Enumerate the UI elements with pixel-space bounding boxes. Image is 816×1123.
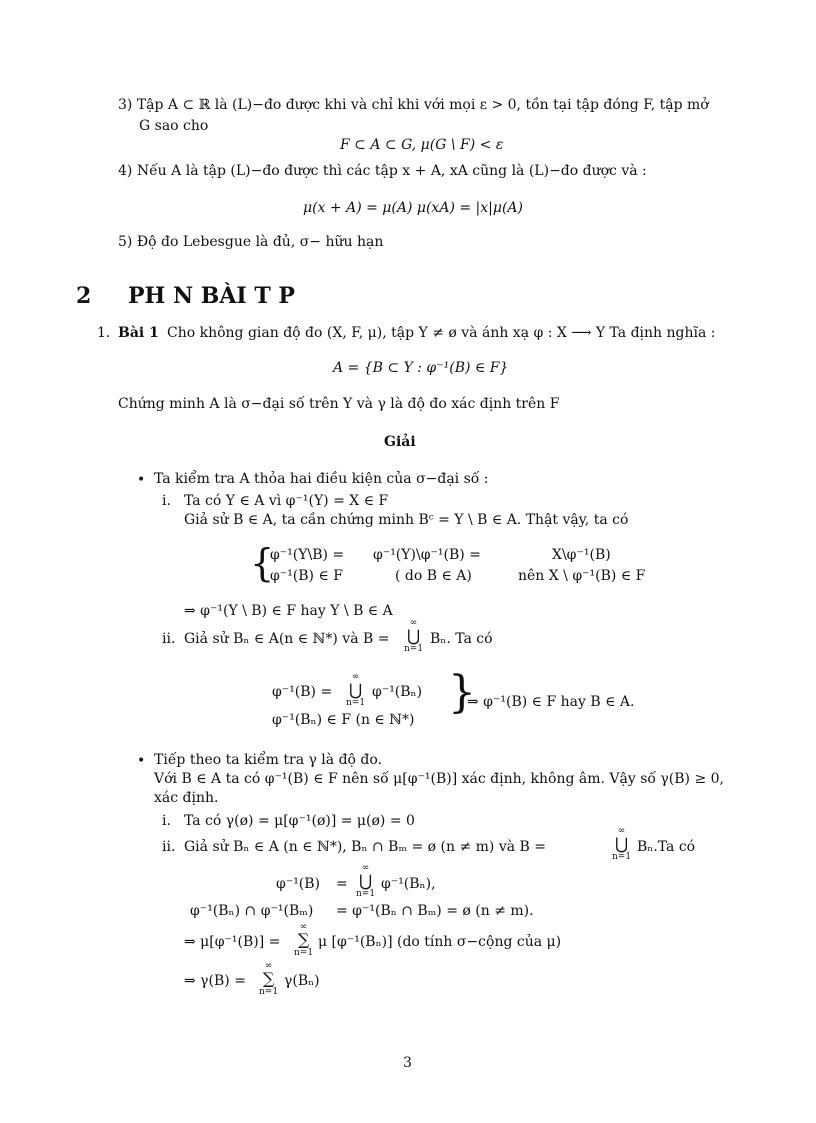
eq4-sum-icon: ∑ xyxy=(262,969,275,988)
b2-ii-union xyxy=(612,826,631,862)
union-top: ∞ xyxy=(409,618,418,628)
item-4-formula: μ(x + A) = μ(A) μ(xA) = |x|μ(A) xyxy=(303,200,523,216)
bullet-2-icon: • xyxy=(137,753,146,769)
item-3-line-1: 3) Tập A ⊂ ℝ là (L)−đo được khi và chỉ khi với mọi ε > 0, tồn tại tập đóng F, tập mở xyxy=(118,97,709,113)
section-title: PH N BÀI T P xyxy=(128,283,295,309)
sys2-r2: φ⁻¹(Bₙ) ∈ F (n ∈ ℕ*) xyxy=(272,712,415,728)
exercise-definition: A = {B ⊂ Y : φ⁻¹(B) ∈ F} xyxy=(333,360,509,376)
sys1-r2-b: ( do B ∈ A) xyxy=(395,568,472,584)
exercise-name: Bài 1 xyxy=(118,325,159,341)
eq3-sum-icon: ∑ xyxy=(297,930,310,949)
eq1-union xyxy=(356,863,375,899)
eq4-sum-top: ∞ xyxy=(264,961,273,971)
sys2-r1-a: φ⁻¹(B) = xyxy=(272,684,333,700)
page-number: 3 xyxy=(403,1055,412,1071)
b2-union-top: ∞ xyxy=(617,826,626,836)
b1-ii-label: ii. xyxy=(162,631,176,647)
b2-union-icon: ⋃ xyxy=(614,834,629,853)
b2-i-label: i. xyxy=(162,813,171,829)
section-number: 2 xyxy=(76,283,92,309)
b2-i-line: Ta có γ(ø) = μ[φ⁻¹(ø)] = μ(ø) = 0 xyxy=(184,813,415,829)
eq1-rhs: φ⁻¹(Bₙ), xyxy=(381,876,436,892)
eq1-union-bottom: n=1 xyxy=(356,889,376,899)
eq2-rhs: = φ⁻¹(Bₙ ∩ Bₘ) = ø (n ≠ m). xyxy=(336,903,534,919)
b1-ii-line-1b: Bₙ. Ta có xyxy=(430,631,493,647)
sys2-conclusion: ⇒ φ⁻¹(B) ∈ F hay B ∈ A. xyxy=(467,694,635,710)
sys2-union-top: ∞ xyxy=(351,672,360,682)
eq3-sum xyxy=(294,922,313,958)
b1-ii-line-1a: Giả sử Bₙ ∈ A(n ∈ ℕ*) và B = xyxy=(184,631,390,647)
sys2-union-bottom: n=1 xyxy=(346,698,366,708)
sys2-union-icon: ⋃ xyxy=(348,680,363,699)
eq3-a: ⇒ μ[φ⁻¹(B)] = xyxy=(184,934,281,950)
system-2-brace: } xyxy=(448,667,476,718)
b2-ii-line-b: Bₙ.Ta có xyxy=(637,839,696,855)
eq1-eq: = xyxy=(336,876,348,892)
exercise-statement: Cho không gian độ đo (X, F, μ), tập Y ≠ ø và ánh xạ φ : X ⟶ Y Ta định nghĩa : xyxy=(167,325,716,341)
item-3-line-2: G sao cho xyxy=(139,118,209,134)
sys2-r1-b: φ⁻¹(Bₙ) xyxy=(372,684,423,700)
solution-heading: Giải xyxy=(384,434,416,450)
sys1-r1-c: X\φ⁻¹(B) xyxy=(552,547,611,563)
eq1-union-icon: ⋃ xyxy=(358,871,373,890)
b2-ii-line-a: Giả sử Bₙ ∈ A (n ∈ ℕ*), Bₙ ∩ Bₘ = ø (n ≠ m) và B = xyxy=(184,839,547,855)
sys1-r1-a: φ⁻¹(Y\B) = xyxy=(270,547,345,563)
sys2-union xyxy=(346,672,365,708)
b1-ii-union xyxy=(404,618,423,654)
union-bottom: n=1 xyxy=(404,644,424,654)
sys1-r2-a: φ⁻¹(B) ∈ F xyxy=(270,568,343,584)
eq3-sum-bottom: n=1 xyxy=(294,948,314,958)
bullet-2-line-1: Tiếp theo ta kiểm tra γ là độ đo. xyxy=(154,752,383,768)
b1-i-conclusion: ⇒ φ⁻¹(Y \ B) ∈ F hay Y \ B ∈ A xyxy=(184,603,393,619)
eq2-lhs: φ⁻¹(Bₙ) ∩ φ⁻¹(Bₘ) xyxy=(190,903,314,919)
eq3-b: μ [φ⁻¹(Bₙ)] (do tính σ−cộng của μ) xyxy=(318,934,562,950)
exercise-label: 1. xyxy=(97,325,111,341)
bullet-1-icon: • xyxy=(137,472,146,488)
eq3-sum-top: ∞ xyxy=(299,922,308,932)
bullet-1-text: Ta kiểm tra A thỏa hai điều kiện của σ−đại số : xyxy=(154,471,489,487)
eq4-sum xyxy=(259,961,278,997)
bullet-2-line-2: Với B ∈ A ta có φ⁻¹(B) ∈ F nên số μ[φ⁻¹(B)] xác định, không âm. Vậy số γ(B) ≥ 0, xyxy=(154,771,724,787)
union-icon: ⋃ xyxy=(406,626,421,645)
sys1-r2-c: nên X \ φ⁻¹(B) ∈ F xyxy=(518,568,646,584)
item-5-line: 5) Độ đo Lebesgue là đủ, σ− hữu hạn xyxy=(118,234,384,250)
b2-ii-label: ii. xyxy=(162,839,176,855)
bullet-2-line-3: xác định. xyxy=(154,790,219,806)
eq4-sum-bottom: n=1 xyxy=(259,987,279,997)
b1-i-line-2: Giả sử B ∈ A, ta cần chứng minh Bᶜ = Y \ B ∈ A. Thật vậy, ta có xyxy=(184,512,629,528)
eq1-lhs: φ⁻¹(B) xyxy=(276,876,321,892)
exercise-claim: Chứng minh A là σ−đại số trên Y và γ là độ đo xác định trên F xyxy=(118,396,560,412)
system-1-brace: { xyxy=(250,541,275,585)
sys1-r1-b: φ⁻¹(Y)\φ⁻¹(B) = xyxy=(373,547,481,563)
eq4-b: γ(Bₙ) xyxy=(284,973,320,989)
item-4-line: 4) Nếu A là tập (L)−đo được thì các tập x + A, xA cũng là (L)−đo được và : xyxy=(118,163,647,179)
b1-i-line-1: Ta có Y ∈ A vì φ⁻¹(Y) = X ∈ F xyxy=(184,493,389,509)
item-3-formula: F ⊂ A ⊂ G, μ(G \ F) < ε xyxy=(340,137,504,153)
eq1-union-top: ∞ xyxy=(361,863,370,873)
b1-i-label: i. xyxy=(162,493,171,509)
eq4-a: ⇒ γ(B) = xyxy=(184,973,246,989)
b2-union-bottom: n=1 xyxy=(612,852,632,862)
